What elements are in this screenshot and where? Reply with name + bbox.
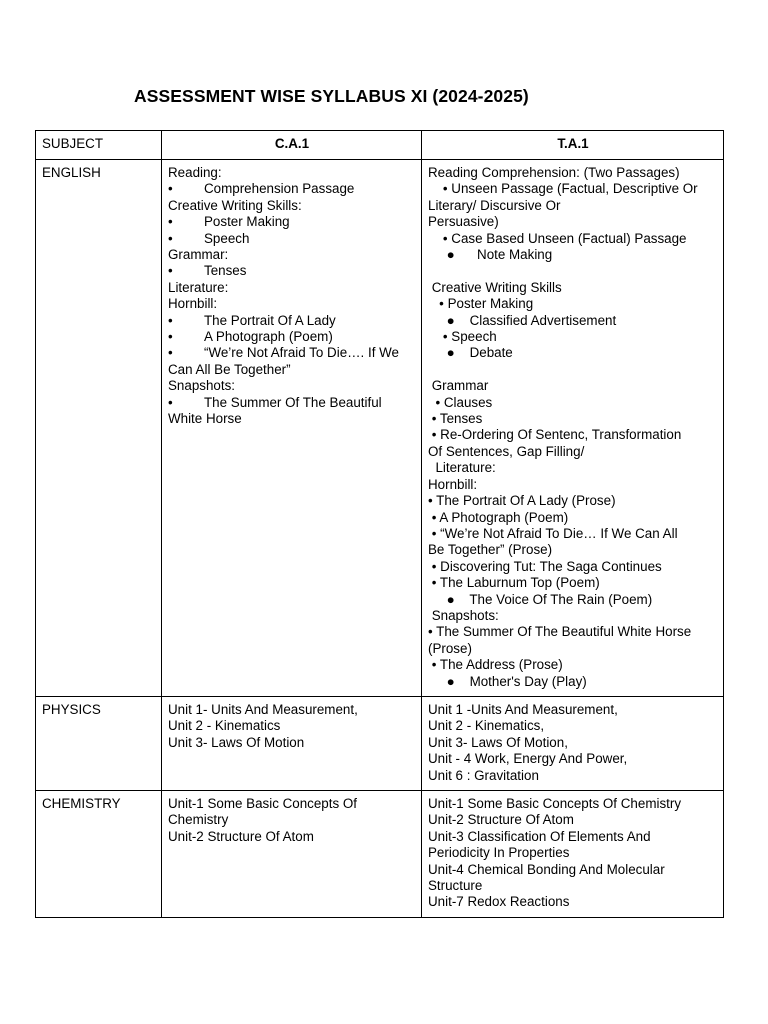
ca1-line: Unit-2 Structure Of Atom	[168, 828, 314, 844]
ta1-line: Unit 2 - Kinematics,	[428, 718, 545, 734]
ta1-line: Snapshots:	[428, 607, 499, 623]
ta1-cell	[422, 696, 724, 790]
ta1-line: Reading Comprehension: (Two Passages)	[428, 165, 680, 180]
ca1-line: Can All Be Together”	[168, 361, 291, 377]
bullet-icon: •	[168, 230, 173, 246]
ta1-line: ● Debate	[428, 345, 513, 361]
table-header-row	[36, 131, 724, 160]
ta1-line: Creative Writing Skills	[428, 279, 562, 295]
ca1-bullet-text: A Photograph (Poem)	[204, 329, 333, 345]
ca1-bullet-item	[168, 329, 416, 345]
ca1-bullet-item	[168, 181, 416, 197]
ta1-line: • Unseen Passage (Factual, Descriptive Or	[428, 181, 698, 197]
ca1-cell	[162, 696, 422, 790]
table-row	[36, 791, 724, 918]
bullet-icon: •	[168, 329, 173, 345]
ca1-bullet-text: Speech	[204, 230, 250, 246]
ca1-bullet-item	[168, 313, 416, 329]
header-ta1: T.A.1	[422, 131, 724, 160]
ta1-line: Unit 1 -Units And Measurement,	[428, 701, 618, 717]
bullet-icon: •	[168, 263, 173, 279]
header-subject: SUBJECT	[36, 131, 162, 160]
ca1-line: Literature:	[168, 279, 229, 295]
ca1-bullet-text: Tenses	[204, 263, 247, 279]
bullet-icon: •	[168, 394, 173, 410]
ta1-line: • The Portrait Of A Lady (Prose)	[428, 493, 616, 509]
spacer-line	[428, 362, 718, 378]
ta1-line: • Case Based Unseen (Factual) Passage	[428, 230, 687, 246]
ta1-line: Structure	[428, 878, 483, 894]
ca1-line: Hornbill:	[168, 296, 218, 312]
ca1-bullet-text: Comprehension Passage	[204, 181, 355, 197]
ca1-bullet-text: The Portrait Of A Lady	[204, 312, 336, 328]
ta1-line: Grammar	[428, 378, 489, 394]
ta1-line: ● Note Making	[428, 247, 553, 263]
ta1-line: • Tenses	[428, 411, 483, 427]
ca1-line: Reading:	[168, 165, 222, 180]
ca1-line: Snapshots:	[168, 378, 235, 394]
ta1-line: Unit-1 Some Basic Concepts Of Chemistry	[428, 796, 682, 811]
ca1-cell	[162, 791, 422, 918]
bullet-icon: •	[168, 214, 173, 230]
ca1-line: Chemistry	[168, 812, 229, 828]
ta1-cell	[422, 160, 724, 697]
ta1-line: Unit 6 : Gravitation	[428, 767, 539, 783]
ta1-line: Unit - 4 Work, Energy And Power,	[428, 751, 628, 767]
ta1-cell	[422, 791, 724, 918]
ca1-bullet-text: Poster Making	[204, 214, 290, 230]
ta1-line: ● The Voice Of The Rain (Poem)	[428, 591, 653, 607]
ca1-line: Unit 2 - Kinematics	[168, 718, 281, 734]
document-title: ASSESSMENT WISE SYLLABUS XI (2024-2025)	[134, 86, 529, 106]
ta1-line: Of Sentences, Gap Filling/	[428, 443, 585, 459]
header-ca1: C.A.1	[162, 131, 422, 160]
subject-cell: ENGLISH	[36, 160, 162, 697]
ca1-cell	[162, 160, 422, 697]
bullet-icon: •	[168, 312, 173, 328]
ca1-bullet-item	[168, 231, 416, 247]
ta1-line: • Speech	[428, 329, 497, 345]
ca1-bullet-item	[168, 345, 416, 361]
table-row	[36, 160, 724, 697]
ta1-line: • Poster Making	[428, 296, 534, 312]
ta1-line: Hornbill:	[428, 476, 478, 492]
ca1-bullet-item	[168, 395, 416, 411]
ta1-line: (Prose)	[428, 640, 472, 656]
ta1-line: Unit-7 Redox Reactions	[428, 894, 570, 910]
ca1-line: Unit-1 Some Basic Concepts Of	[168, 796, 358, 811]
spacer-line	[428, 263, 718, 279]
ca1-bullet-text: “We’re Not Afraid To Die…. If We	[204, 345, 399, 361]
ca1-bullet-text: The Summer Of The Beautiful	[204, 394, 382, 410]
ta1-line: • A Photograph (Poem)	[428, 509, 569, 525]
ca1-line: Unit 3- Laws Of Motion	[168, 734, 305, 750]
ta1-line: Unit 3- Laws Of Motion,	[428, 734, 568, 750]
bullet-icon: •	[168, 345, 173, 361]
ta1-line: • Clauses	[428, 394, 493, 410]
ta1-line: • The Summer Of The Beautiful White Horse	[428, 624, 692, 640]
ta1-line: • “We’re Not Afraid To Die… If We Can All	[428, 525, 678, 541]
ca1-line: White Horse	[168, 411, 242, 427]
ta1-line: Unit-4 Chemical Bonding And Molecular	[428, 861, 665, 877]
bullet-icon: •	[168, 181, 173, 197]
ta1-line: • The Address (Prose)	[428, 657, 563, 673]
ta1-line: Persuasive)	[428, 214, 499, 230]
ca1-line: Grammar:	[168, 247, 229, 263]
table-row	[36, 696, 724, 790]
ta1-line: • Re-Ordering Of Sentenc, Transformation	[428, 427, 682, 443]
ta1-line: • The Laburnum Top (Poem)	[428, 575, 600, 591]
ta1-line: Literary/ Discursive Or	[428, 197, 561, 213]
ta1-line: • Discovering Tut: The Saga Continues	[428, 558, 662, 574]
ta1-line: Unit-3 Classification Of Elements And	[428, 828, 651, 844]
ta1-line: Unit-2 Structure Of Atom	[428, 812, 574, 828]
ca1-line: Creative Writing Skills:	[168, 197, 302, 213]
ca1-line: Unit 1- Units And Measurement,	[168, 701, 358, 717]
ta1-line: Periodicity In Properties	[428, 845, 570, 861]
subject-cell: CHEMISTRY	[36, 791, 162, 918]
ta1-line: Literature:	[428, 460, 496, 476]
table-body	[36, 160, 724, 918]
syllabus-table	[35, 130, 724, 918]
ca1-bullet-item	[168, 214, 416, 230]
subject-cell: PHYSICS	[36, 696, 162, 790]
ca1-bullet-item	[168, 263, 416, 279]
ta1-line: ● Mother's Day (Play)	[428, 673, 587, 689]
ta1-line: ● Classified Advertisement	[428, 312, 617, 328]
ta1-line: Be Together” (Prose)	[428, 542, 553, 558]
